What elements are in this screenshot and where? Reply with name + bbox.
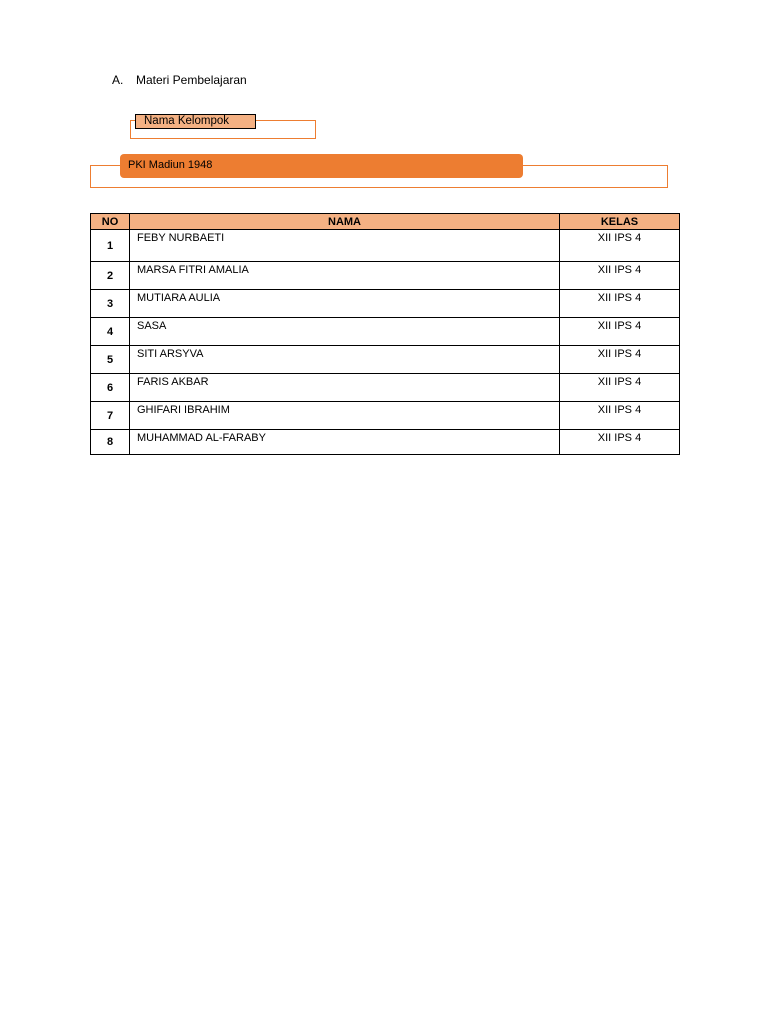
table-row: [91, 290, 680, 318]
row-nama: SASA: [130, 318, 560, 346]
group-name-label: Nama Kelompok: [135, 114, 256, 129]
header-nama: NAMA: [130, 214, 560, 230]
section-heading: [112, 73, 247, 87]
table-row: [91, 430, 680, 455]
header-no: NO: [91, 214, 130, 230]
header-kelas: KELAS: [560, 214, 680, 230]
row-kelas: XII IPS 4: [560, 402, 680, 430]
row-nama: MUTIARA AULIA: [130, 290, 560, 318]
table-row: [91, 402, 680, 430]
row-no: 3: [91, 290, 130, 318]
row-no: 5: [91, 346, 130, 374]
row-nama: MUHAMMAD AL-FARABY: [130, 430, 560, 455]
member-table: [90, 213, 680, 455]
row-nama: GHIFARI IBRAHIM: [130, 402, 560, 430]
topic-banner: PKI Madiun 1948: [120, 154, 523, 178]
table-header-row: [91, 214, 680, 230]
row-kelas: XII IPS 4: [560, 262, 680, 290]
row-kelas: XII IPS 4: [560, 290, 680, 318]
row-no: 8: [91, 430, 130, 455]
table-row: [91, 346, 680, 374]
row-no: 4: [91, 318, 130, 346]
section-title: Materi Pembelajaran: [136, 73, 247, 87]
row-nama: SITI ARSYVA: [130, 346, 560, 374]
row-nama: FEBY NURBAETI: [130, 230, 560, 262]
row-no: 2: [91, 262, 130, 290]
row-no: 7: [91, 402, 130, 430]
row-nama: MARSA FITRI AMALIA: [130, 262, 560, 290]
row-no: 1: [91, 230, 130, 262]
table-row: [91, 374, 680, 402]
table-row: [91, 262, 680, 290]
table-row: [91, 230, 680, 262]
row-kelas: XII IPS 4: [560, 430, 680, 455]
row-nama: FARIS AKBAR: [130, 374, 560, 402]
row-kelas: XII IPS 4: [560, 346, 680, 374]
row-kelas: XII IPS 4: [560, 318, 680, 346]
table-row: [91, 318, 680, 346]
list-marker: A.: [112, 73, 124, 87]
row-kelas: XII IPS 4: [560, 374, 680, 402]
row-no: 6: [91, 374, 130, 402]
row-kelas: XII IPS 4: [560, 230, 680, 262]
